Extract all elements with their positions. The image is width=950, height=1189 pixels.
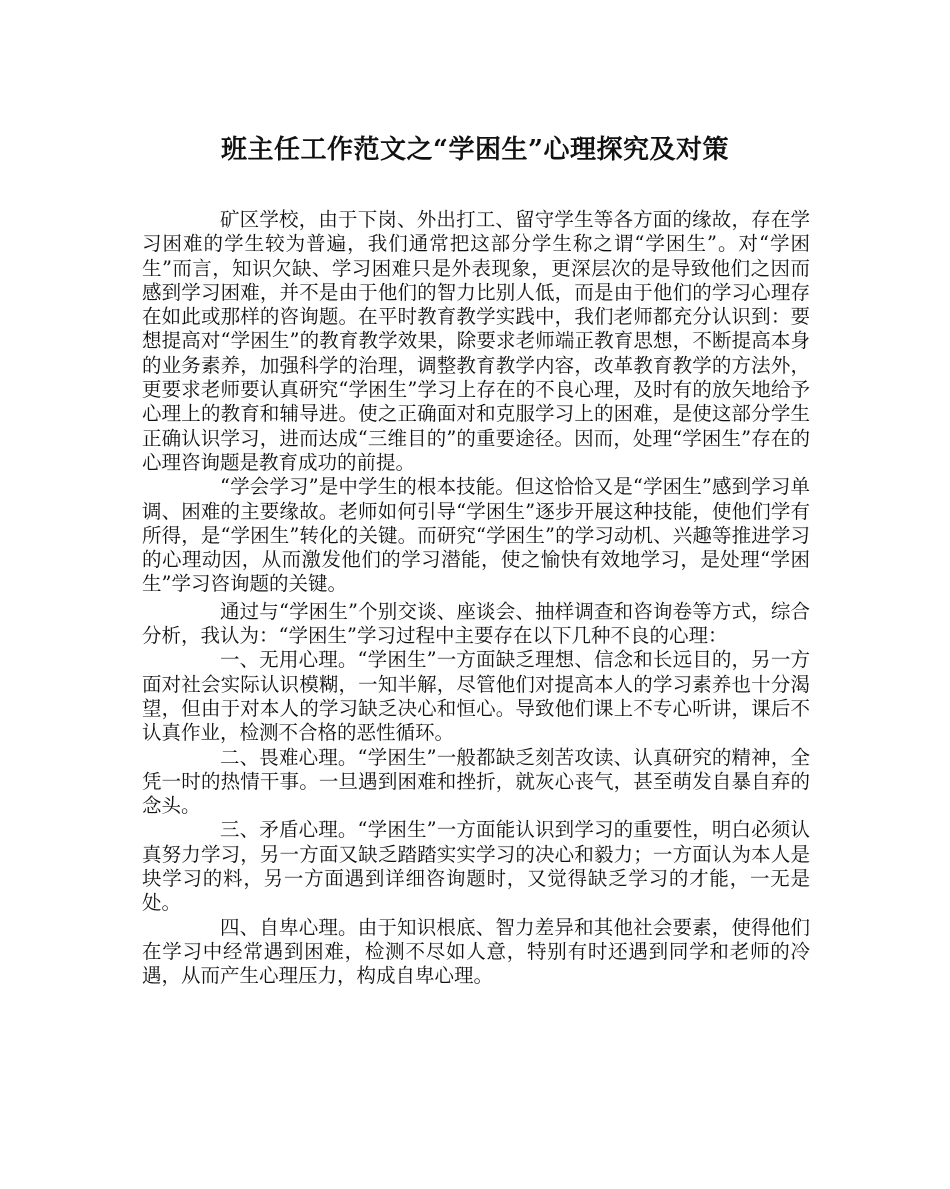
paragraph-fear-of-difficulty: 二、畏难心理。“学困生”一般都缺乏刻苦攻读、认真研究的精神，全凭一时的热情干事。一旦遇到困难和挫折，就灰心丧气，甚至萌发自暴自弃的念头。 bbox=[142, 745, 810, 818]
document-title: 班主任工作范文之“学困生”心理探究及对策 bbox=[221, 135, 729, 165]
paragraph-inferiority-mentality: 四、自卑心理。由于知识根底、智力差异和其他社会要素，使得他们在学习中经常遇到困难，检测不尽如人意，特别有时还遇到同学和老师的冷遇，从而产生心理压力，构成自卑心理。 bbox=[142, 915, 810, 988]
paragraph-learning-skill: “学会学习”是中学生的根本技能。但这恰恰又是“学困生”感到学习单调、困难的主要缘故。老师如何引导“学困生”逐步开展这种技能，使他们学有所得，是“学困生”转化的关键。而研究“学困生”的学习动机、兴趣等推进学习的心理动因，从而激发他们的学习潜能，使之愉快有效地学习，是处理“学困生”学习咨询题的关键。 bbox=[142, 475, 810, 596]
paragraph-survey: 通过与“学困生”个别交谈、座谈会、抽样调查和咨询卷等方式，综合分析，我认为：“学困生”学习过程中主要存在以下几种不良的心理： bbox=[142, 599, 810, 648]
paragraph-useless-mentality: 一、无用心理。“学困生”一方面缺乏理想、信念和长远目的，另一方面对社会实际认识模糊，一知半解，尽管他们对提高本人的学习素养也十分渴望，但由于对本人的学习缺乏决心和恒心。导致他们课上不专心听讲，课后不认真作业，检测不合格的恶性循环。 bbox=[142, 648, 810, 745]
paragraph-intro: 矿区学校，由于下岗、外出打工、留守学生等各方面的缘故，存在学习困难的学生较为普遍，我们通常把这部分学生称之谓“学困生”。对“学困生”而言，知识欠缺、学习困难只是外表现象，更深层次的是导致他们之因而感到学习困难，并不是由于他们的智力比别人低，而是由于他们的学习心理存在如此或那样的咨询题。在平时教育教学实践中，我们老师都充分认识到：要想提高对“学困生”的教育教学效果，除要求老师端正教育思想，不断提高本身的业务素养，加强科学的治理，调整教育教学内容，改革教育教学的方法外，更要求老师要认真研究“学困生”学习上存在的不良心理，及时有的放矢地给予心理上的教育和辅导进。使之正确面对和克服学习上的困难，是使这部分学生正确认识学习，进而达成“三维目的”的重要途径。因而，处理“学困生”存在的心理咨询题是教育成功的前提。 bbox=[142, 208, 810, 474]
document-body bbox=[142, 208, 810, 989]
paragraph-contradictory-mentality: 三、矛盾心理。“学困生”一方面能认识到学习的重要性，明白必须认真努力学习，另一方面又缺乏踏踏实实学习的决心和毅力；一方面认为本人是块学习的料，另一方面遇到详细咨询题时，又觉得缺乏学习的才能，一无是处。 bbox=[142, 818, 810, 915]
